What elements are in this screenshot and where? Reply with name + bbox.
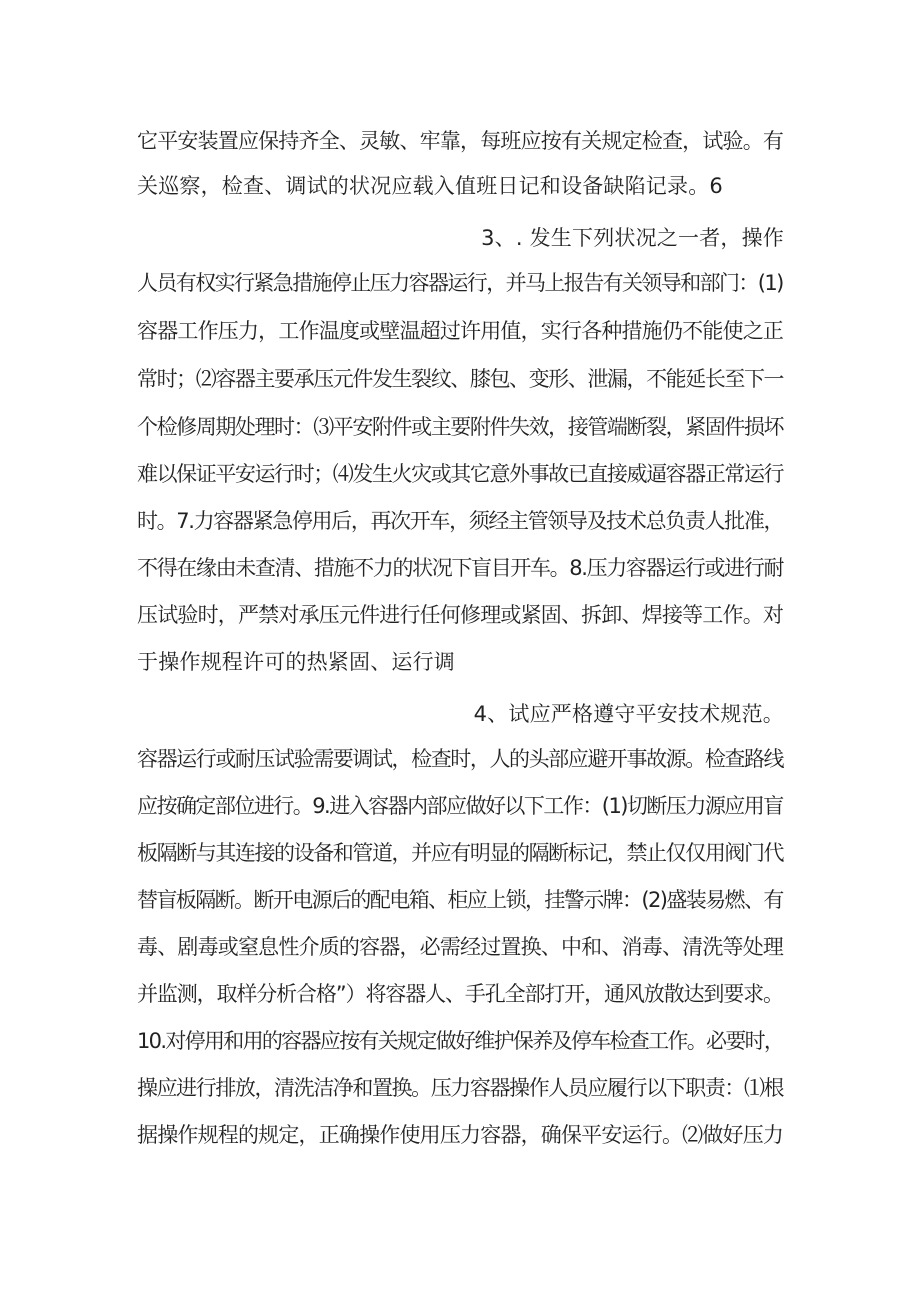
text-line-3: 3、. 发生下列状况之一者，操作 — [481, 226, 784, 250]
text-line-11: 压试验时，严禁对承压元件进行任何修理或紧固、拆卸、焊接等工作。对 — [137, 603, 784, 627]
text-line-5: 容器工作压力，工作温度或壁温超过许用值，实行各种措施仍不能使之正 — [137, 319, 784, 343]
text-line-14: 容器运行或耐压试验需要调试，检查时，人的头部应避开事故源。检查路线 — [137, 747, 784, 771]
text-line-20: 10.对停用和用的容器应按有关规定做好维护保养及停车检查工作。必要时， — [137, 1029, 784, 1053]
text-line-12: 于操作规程许可的热紧固、运行调 — [137, 650, 455, 674]
text-line-21: 操应进行排放，清洗洁净和置换。压力容器操作人员应履行以下职责：⑴根 — [137, 1076, 784, 1100]
text-line-16: 板隔断与其连接的设备和管道，并应有明显的隔断标记，禁止仅仅用阀门代 — [137, 841, 784, 865]
text-line-17: 替盲板隔断。断开电源后的配电箱、柜应上锁，挂警示牌：(2)盛装易燃、有 — [137, 888, 783, 912]
text-line-15: 应按确定部位进行。9.进入容器内部应做好以下工作：(1)切断压力源应用盲 — [137, 794, 783, 818]
text-line-6: 常时；⑵容器主要承压元件发生裂纹、膝包、变形、泄漏，不能延长至下一 — [137, 367, 784, 391]
text-line-13: 4、试应严格遵守平安技术规范。 — [473, 702, 784, 726]
text-line-7: 个检修周期处理时：⑶平安附件或主要附件失效，接管端断裂，紧固件损坏 — [137, 415, 784, 439]
text-line-4: 人员有权实行紧急措施停止压力容器运行，并马上报告有关领导和部门：(1) — [137, 271, 783, 295]
text-line-10: 不得在缘由未查清、措施不力的状况下盲目开车。8.压力容器运行或进行耐 — [137, 556, 784, 580]
text-line-1: 它平安装置应保持齐全、灵敏、牢靠，每班应按有关规定检查，试验。有 — [137, 129, 784, 153]
text-line-8: 难以保证平安运行时；⑷发生火灾或其它意外事故已直接威逼容器正常运行 — [137, 462, 784, 486]
text-line-9: 时。7.力容器紧急停用后，再次开车，须经主管领导及技术总负责人批准， — [137, 509, 784, 533]
text-line-22: 据操作规程的规定，正确操作使用压力容器，确保平安运行。⑵做好压力 — [137, 1123, 784, 1147]
text-line-19: 并监测，取样分析合格”）将容器人、手孔全部打开，通风放散达到要求。 — [137, 982, 783, 1006]
text-line-2: 关巡察，检查、调试的状况应载入值班日记和设备缺陷记录。6 — [137, 174, 723, 198]
text-line-18: 毒、剧毒或窒息性介质的容器，必需经过置换、中和、消毒、清洗等处理 — [137, 935, 784, 959]
